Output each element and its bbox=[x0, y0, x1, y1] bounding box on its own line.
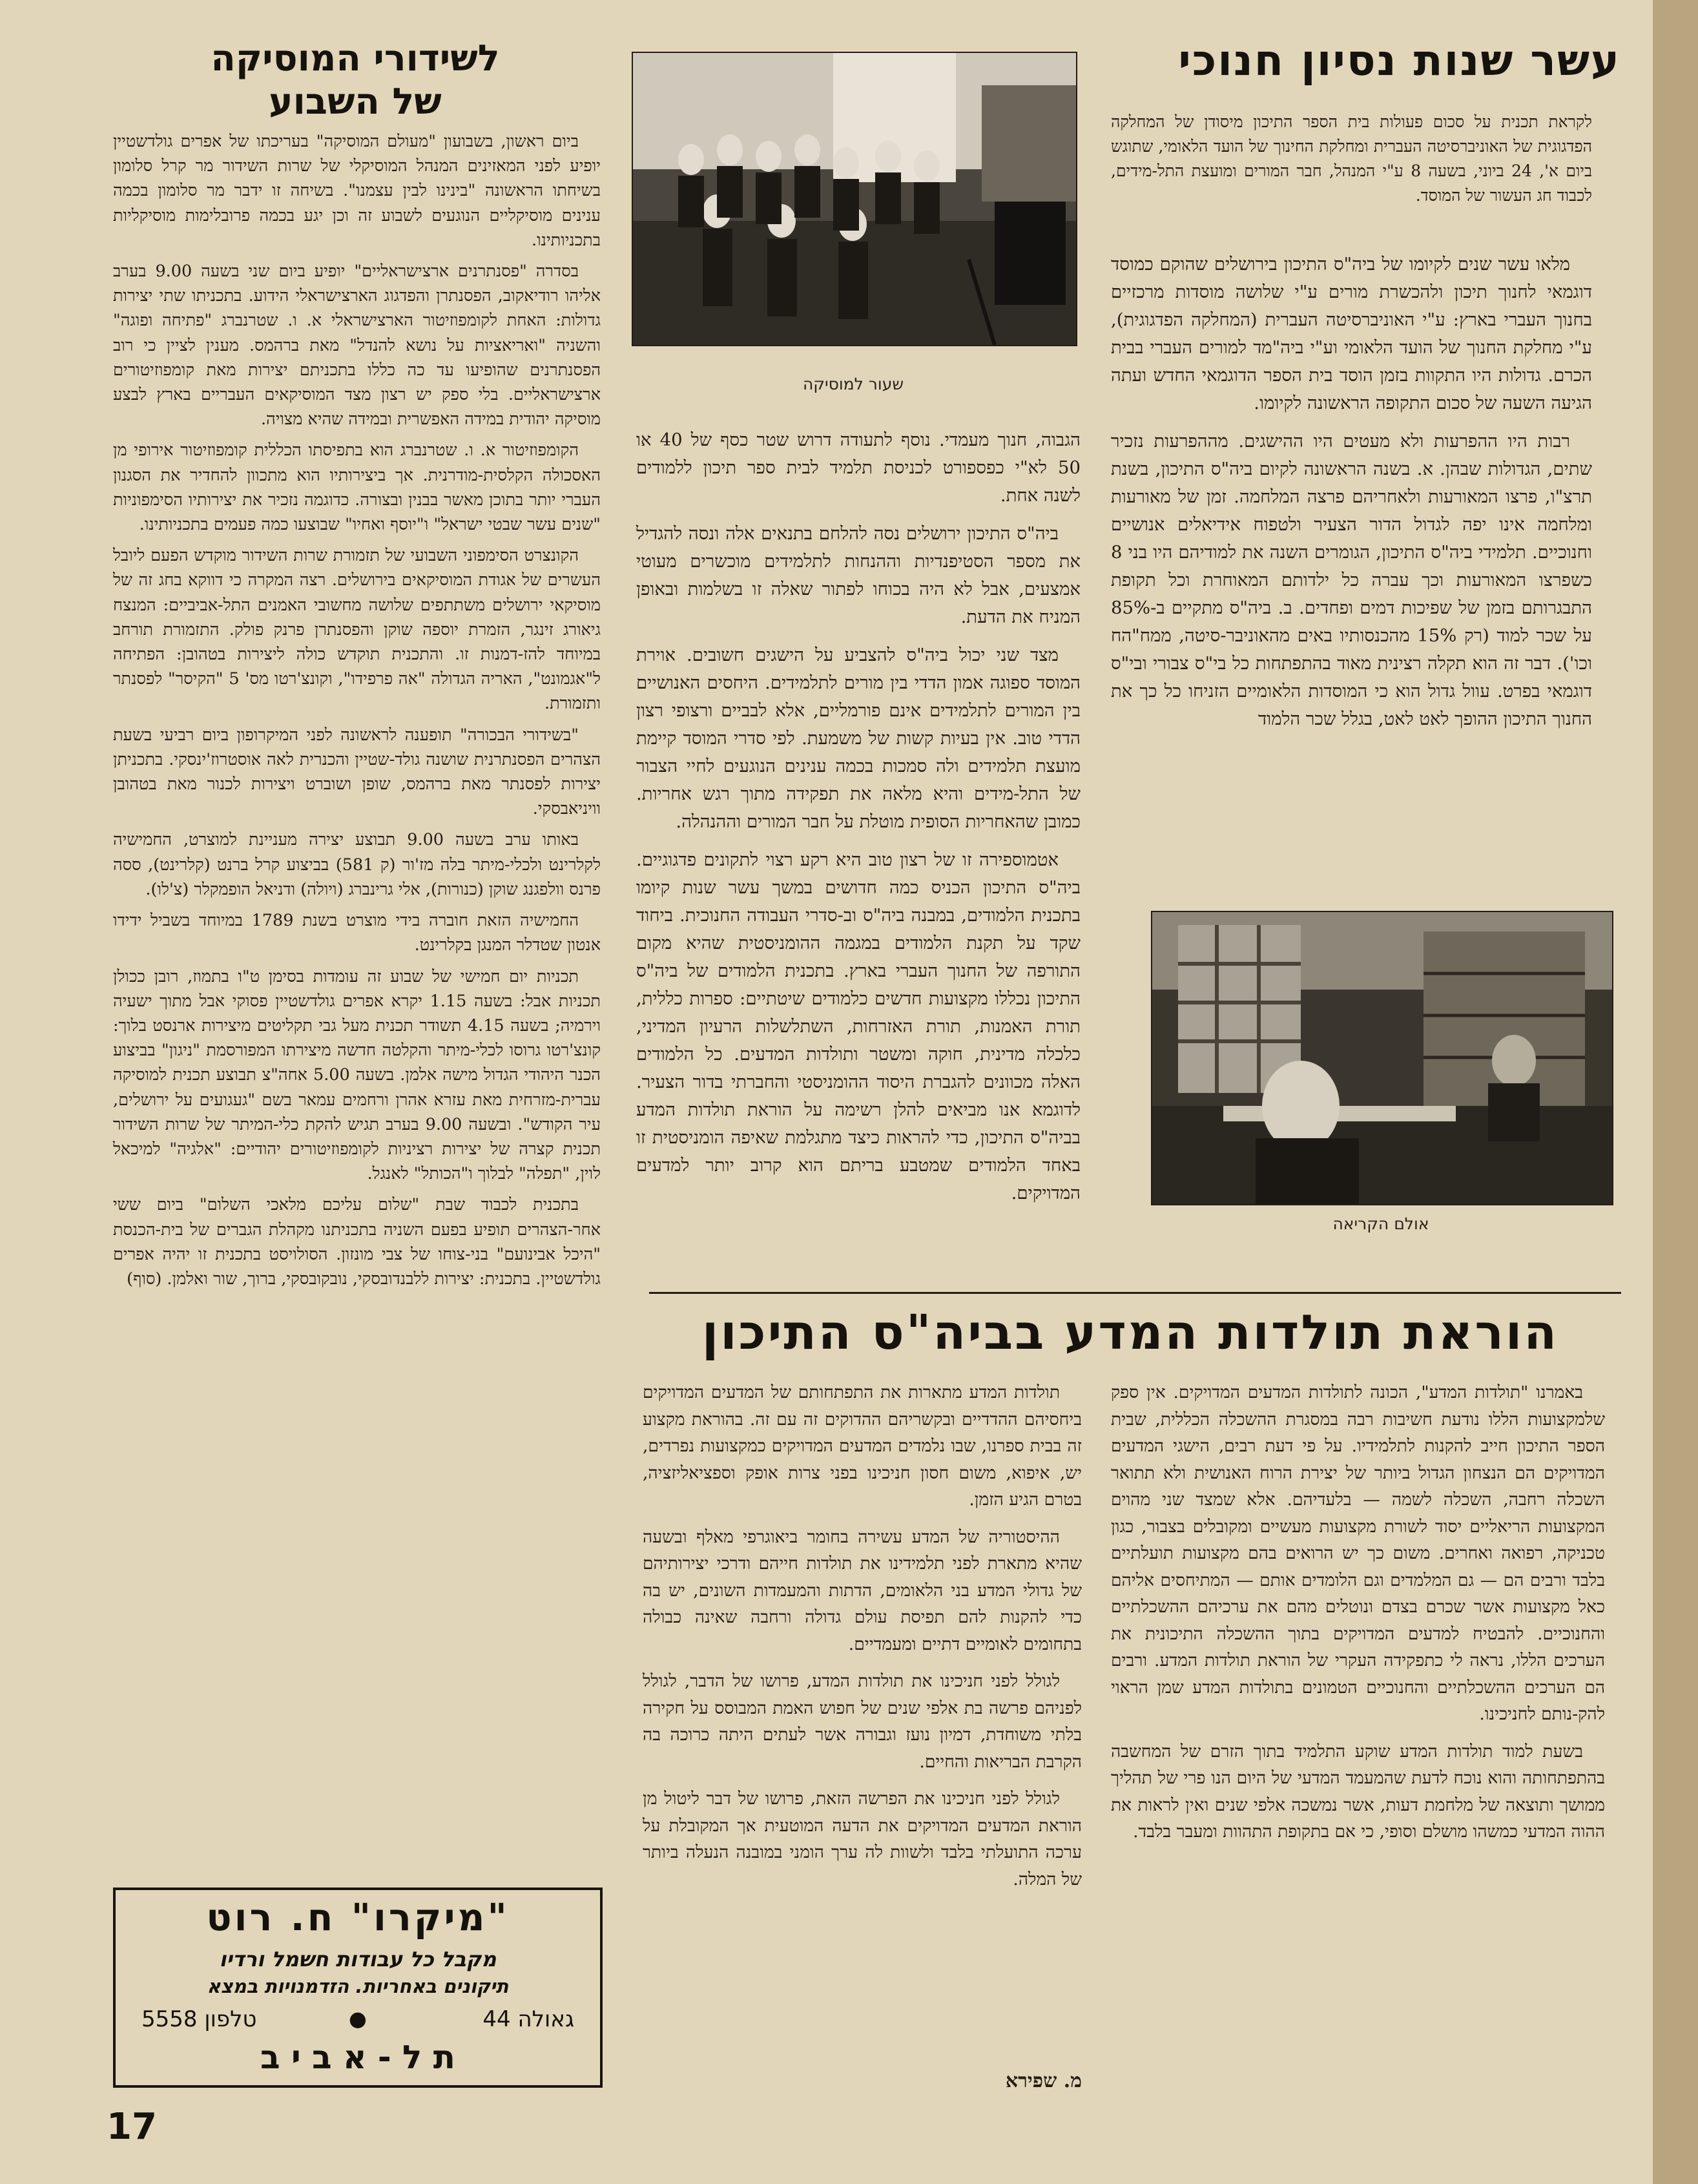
page-number: 17 bbox=[107, 2106, 157, 2148]
ad-city: ת ל - א ב י ב bbox=[260, 2039, 455, 2076]
school-paragraph: ביה"ס התיכון ירושלים נסה להלחם בתנאים אלה ונסה להגדיל את מספר הסטיפנדיות וההנחות לתלמידים מוכשרים מעוטי אמצעים, אבל לא היה בכוחו לפתור שאלה זו בשלמות ובאופן המניח את הדעת. bbox=[636, 523, 1081, 627]
science-paragraph: תולדות המדע מתארות את התפתחותם של המדעים המדויקים ביחסיהם ההדדיים ובקשריהם ההדוקים זה עם זה. בהוראת מקצוע זה בבית ספרנו, שבו נלמדים המדעים המדויקים כמקצועות נפרדים, יש, איפוא, משום חסון חניכינו בפני צרות אופק וספציאליזציה, בטרם הגיע הזמן. bbox=[643, 1382, 1082, 1510]
ad-repairs-line: תיקונים באחריות. הזדמנויות במצא bbox=[207, 1975, 509, 1997]
music-lesson-caption: שעור למוסיקה bbox=[802, 375, 904, 393]
school-article-col1 bbox=[1111, 251, 1592, 744]
science-paragraph: באמרנו "תולדות המדע", הכונה לתולדות המדעים המדויקים. אין ספק שלמקצועות הללו נודעת חשיבות רבה במסגרת ההשכלה הכללית, שבית הספר התיכון חייב להקנות לתלמידיו. על פי דעת רבים, הישגי המדעים המדויקים הם הנצחון הגדול ביותר של יצירת הרוח האנושית ולא תתואר השכלה רחבה, השכלה לשמה — בלעדיהם. אלא שמצד שני מהוים המקצועות הריאליים יסוד לשורת מקצועות מעשיים ומקובלים בצבור, כגון טכניקה, רפואה ואחרים. משום כך יש הרואים בהם מקצועות תועלתיים בלבד ורבים הם — גם המלמדים וגם הלומדים אותם — המתיחסים אליהם כאל מקצועות אשר שכרם בצדם ונוטלים מהם את ערכיהם ההשכלתיים והחנוכיים. להבטיח למדעים המדויקים בתוך ההשכלה התיכונית את הערכים הללו, נראה לי כתפקידה העקרי של הוראת תולדות המדע. ורבים הם הערכים ההשכלתיים והחנוכיים הטמונים בתולדות המדע שמן הראוי להק-נותם לחניכינו. bbox=[1111, 1382, 1605, 1724]
intro-text: לקראת תכנית על סכום פעולות בית הספר התיכון מיסודן של המחלקה הפדגוגית של האוניברסיטה העברית ומחלקת החינוך של הועד הלאומי, שתוגש ביום א', 24 ביוני, בשעה 8 ע"י המנהל, חבר המורים ומועצת התל-מידים, לכבוד חג העשור של המוסד. bbox=[1111, 112, 1592, 205]
radio-paragraph: "בשידורי הבכורה" תופענה לראשונה לפני המיקרופון ביום רביעי בשעת הצהרים הפסנתרנית שושנה גולד-שטיין והכנרית לאה אוסטרוז'ינסקי. בתכניתן יצירות לפסנתר מאת ברהמס, שופן ושוברט ויצירות לכנור מאת בטהובן וויניאבסקי. bbox=[113, 725, 601, 819]
science-article-left-col bbox=[643, 1379, 1082, 1903]
science-article-right-col bbox=[1111, 1379, 1605, 1856]
science-paragraph: בשעת למוד תולדות המדע שוקע התלמיד בתוך הזרם של המחשבה בהתפתחותה והוא נוכח לדעת שהמעמד המדעי של היום הנו פרי של תהליך ממושך ותוצאה של מלחמת דעות, אשר נמשכה אלפי שנים ואין לראות את ההוה המדעי כמשהו מושלם וסופי, כי אם בתקופת התהוות ומעבר בלבד. bbox=[1111, 1741, 1605, 1842]
school-paragraph: הגבוה, חנוך מעמדי. נוסף לתעודה דרוש שטר כסף של 40 או 50 לא"י כפספורט לכניסת תלמיד לבית ספר תיכון ללמודים לשנה אחת. bbox=[636, 430, 1081, 506]
radio-article-title-line2: של השבוע bbox=[269, 81, 442, 123]
reading-hall-photo bbox=[1151, 911, 1613, 1205]
reading-hall-image bbox=[1152, 912, 1612, 1204]
ad-phone: טלפון 5558 bbox=[141, 2006, 257, 2032]
school-paragraph: מצד שני יכול ביה"ס להצביע על הישגים חשובים. אוירת המוסד ספוגה אמון הדדי בין מורים לתלמידים. היחסים האנושיים בין המורים לתלמידים אינם פורמליים, אלא לבביים ורצופי רצון הדדי טוב. אין בעיות קשות של משמעת. לפי סדרי המוסד קיימת מועצת תלמידים ולה סמכות בכמה ענינים הנוגעים לחיי הצבור של התל-מידים והיא מלאה את תפקידה מתוך רגש אחריות. כמובן שהאחריות הסופית מוטלת על חבר המורים וההנהלה. bbox=[636, 645, 1081, 832]
science-author: מ. שפירא bbox=[1005, 2070, 1082, 2092]
ad-address: גאולה 44 bbox=[482, 2006, 574, 2032]
science-paragraph: לגולל לפני חניכינו את תולדות המדע, פרושו של הדבר, לגולל לפניהם פרשה בת אלפי שנים של חפוש האמת המבוסס על חקירה בלתי משוחדת, דמיון נועז וגבורה אשר לעתים היתה כרוכה בה הקרבת הבריאות והחיים. bbox=[643, 1671, 1082, 1772]
page-edge bbox=[1653, 0, 1698, 2184]
ad-bullet-icon: ● bbox=[349, 2006, 367, 2031]
school-article-title: עשר שנות נסיון חנוכי bbox=[1178, 36, 1620, 85]
science-paragraph: ההיסטוריה של המדע עשירה בחומר ביאוגרפי מאלף ובשעה שהיא מתארת לפני תלמידינו את תולדות חייהם ודרכי יצירותיהם של גדולי המדע בני הלאומים, הדתות והמעמדות השונים, יש בה כדי להקנות להם תפיסת עולם גדולה ורחבה שאינה כבולה בתחומים לאומיים דתיים ומעמדיים. bbox=[643, 1526, 1082, 1654]
music-lesson-image bbox=[633, 53, 1076, 345]
ad-services-line: מקבל כל עבודות חשמל ורדיו bbox=[219, 1947, 497, 1971]
science-paragraph: לגולל לפני חניכינו את הפרשה הזאת, פרושו של דבר ליטול מן הוראת המדעים המדויקים את הדעה המוטעית אך המקובלת על ערכה התועלתי בלבד ולשוות לה ערך הומני במובנה הנעלה ביותר של המלה. bbox=[643, 1789, 1082, 1889]
music-lesson-photo bbox=[632, 52, 1077, 346]
radio-article-title-line1: לשידורי המוסיקה bbox=[211, 37, 500, 79]
radio-article-body bbox=[113, 129, 601, 1298]
radio-paragraph: באותו ערב בשעה 9.00 תבוצע יצירה מעניינת למוצרט, החמישיה לקלרינט ולכלי-מיתר בלה מז'ור (ק 581) בביצוע קרל ברנט (קלרינט), ססה פרנס וולפגנג שוקן (כנורות), אלי גרינברג (ויולה) ודניאל הופמקלר (צ'לו). bbox=[113, 830, 601, 899]
radio-paragraph: תכניות יום חמישי של שבוע זה עומדות בסימן ט"ו בתמוז, רובן ככולן תכניות אבל: בשעה 1.15 יקרא אפרים גולדשטיין פסוקי אבל מתוך ישעיה וירמיה; בשעה 4.15 תשודר תכנית מעל גבי תקליטים מיצירות ארנסט בלוך: קונצ'רטו גרוסו לכלי-מיתר והקלטה חדשה מיצירתו המפורסמת "ניגון" בביצוע הכנר היהודי הגדול מישה אלמן. בשעה 5.00 אחה"צ תבוצע תכנית למוסיקה עברית-מזרחית מאת עזרא אהרן ורחמים עמאר בשם "געגועים על ירושלים, עיר הקודש". ובשעה 9.00 בערב תגיש להקת כלי-המיתר של שרות השידור תכנית קצרה של יצירות רציניות לקומפוזיטורים יהודיים: "אלגיה" למיכאל לוין, "תפלה" לבלוך ו"הכותל" לאנגל. bbox=[113, 966, 601, 1184]
radio-paragraph: החמישיה הזאת חוברה בידי מוצרט בשנת 1789 במיוחד בשביל ידידו אנטון שטדלר המנגן בקלרינט. bbox=[113, 911, 601, 955]
radio-paragraph: הקונצרט הסימפוני השבועי של תזמורת שרות השידור מוקדש הפעם ליובל העשרים של אגודת המוסיקאים בירושלים. רצה המקרה כי דווקא בחג זה של מוסיקאי ירושלים משתתפים שלושה מחשובי האמנים התל-אביביים: המנצח גיאורג זינגר, הזמרת יוספה שוקן והפסנתרן פרנק פולק. התזמורת תורחב במיוחד להז-דמנות זו. והתכנית תוקדש כולה ליצירות בטהובן: הפתיחה ל"אגמונט", האריה הגדולה "אה פרפידו", וקונצ'רטו מס' 5 "הקיסר" לפסנתר ותזמורת. bbox=[113, 546, 601, 714]
school-paragraph: אטמוספירה זו של רצון טוב היא רקע רצוי לתקונים פדגוגיים. ביה"ס התיכון הכניס כמה חדושים במשך עשר שנות קיומו בתכנית הלמודים, במבנה ביה"ס וב-סדרי העבודה החנוכית. ביחוד שקד על תקנת הלמודים במגמה ההומניסטית שהיא מקום התורפה של החנוך העברי בארץ. בתכנית הלמודים של ביה"ס התיכון נכללו מקצועות חדשים כלמודים שיטתיים: ספרות כללית, תורת האמנות, תורת האזרחות, השתלשלות הרעיון המדיני, כלכלה מדינית, חוקה ומשטר ותולדות המדעים. כל הלמודים האלה מכוונים להגברת היסוד ההומניסטי והחברתי בדור הצעיר. לדוגמא אנו מביאים להלן רשימה על הוראת תולדות המדע בביה"ס התיכון, כדי להראות כיצד מתגלמת שאיפה הומניסטית זו באחד הלמודים שמטבע בריתם הוא קרוב יותר למדעים המדויקים. bbox=[636, 849, 1081, 1203]
radio-paragraph: ביום ראשון, בשבועון "מעולם המוסיקה" בעריכתו של אפרים גולדשטיין יופיע לפני המאזינים המנהל המוסיקלי של שרות השידור מר קרל סלומון בשיחתו הראשונה "בינינו לבין עצמנו". בשיחה זו ידבר מר סלומון בכמה ענינים מוסיקליים הנוגעים לשבוע זה וכן יגע בכמה פרובלימות מוסיקליות בתכניותינו. bbox=[113, 132, 601, 250]
radio-paragraph: הקומפוזיטור א. ו. שטרנברג הוא בתפיסתו הכללית קומפוזיטור אירופי מן האסכולה הקלסית-מודרנית. אך ביצירותיו הוא מתכוון להחדיר את הסגנון העברי יותר בתוכן מאשר בבנין ובצורה. כדוגמה נזכיר את יצירותיו הסימפוניות "שנים עשר שבטי ישראל" ו"יוסף ואחיו" שבוצעו כמה פעמים בתכניותינו. bbox=[113, 441, 601, 535]
school-article-intro bbox=[1111, 110, 1592, 218]
ad-business-name: "מיקרו" ח. רוט bbox=[206, 1895, 510, 1939]
reading-hall-caption: אולם הקריאה bbox=[1332, 1214, 1429, 1233]
radio-paragraph: בסדרה "פסנתרנים ארצישראליים" יופיע ביום שני בשעה 9.00 בערב אליהו רודיאקוב, הפסנתרן והפדגוג הארצישראלי הידוע. בתכניתו שתי יצירות גדולות: האחת לקומפוזיטור הארצישראלי א. ו. שטרנברג "פתיחה ופוגה" והשניה "ואריאציות על נושא להנדל" מאת ברהמס. מענין לציין כי רוב הפסנתרנים שהופיעו עד כה כללו בתכניתם יצירות מאת קומפוזיטורים ארצישראליים. בלי ספק יש רצון מצד המוסיקאים העבריים בארץ לבצע מוסיקה יהודית במידה האפשרית ובמידה שהיא מצויה. bbox=[113, 262, 601, 430]
school-article-col2 bbox=[636, 426, 1081, 1218]
school-paragraph: רבות היו ההפרעות ולא מעטים היו ההישגים. מההפרעות נזכיר שתים, הגדולות שבהן. א. בשנה הראשונה לקיום ביה"ס התיכון, בשנת תרצ"ו, פרצו המאורעות ולאחריהם פרצה המלחמה. זמן של מאורעות ומלחמה אינו יפה לגדול הדור הצעיר ולטפוח אידיאלים אנושיים וחנוכיים. תלמידי ביה"ס התיכון, הגומרים השנה את למודיהם היו בני 8 כשפרצו המאורעות וכך עברה כל ילדותם המאוחרת וכל תקופת התבגרותם בזמן של שפיכות דמים ופחדים. ב. ביה"ס מתקיים ב-85% על שכר למוד (רק 15% מהכנסותיו באים מהאוניבר-סיטה, ממח"הח וכו'). דבר זה הוא תקלה רצינית מאוד בהתפתחות כל בי"ס צבורי ובי"ס דוגמאי בפרט. עוול גדול הוא כי המוסדות הלאומיים הזניחו כל כך את החנוך התיכון ההופך לאט לאט, בגלל שכר הלמוד bbox=[1111, 431, 1592, 729]
school-paragraph: מלאו עשר שנים לקיומו של ביה"ס התיכון בירושלים שהוקם כמוסד דוגמאי לחנוך תיכון ולהכשרת מורים ע"י שלושה מוסדות מרכזיים בחנוך העברי בארץ: ע"י האוניברסיטה העברית (המחלקה הפדגוגית), ע"י מחלקת החנוך של הועד הלאומי וע"י ביה"מד למורים העברי בבית הכרם. גדולות היו התקוות בזמן הוסד בית הספר הדוגמאי החדש ועתה הגיעה השעה של סכום התקופה הראשונה לקיומו. bbox=[1111, 254, 1592, 413]
section-divider bbox=[649, 1292, 1621, 1294]
radio-paragraph: בתכנית לכבוד שבת "שלום עליכם מלאכי השלום" ביום ששי אחר-הצהרים תופיע בפעם השניה בתכניתנו מקהלת הגברים של בית-הכנסת "היכל אבינועם" בני-צוחו של צבי מונזון. הסולויסט בתכנית זו יהיה אפרים גולדשטיין. בתכנית: יצירות ללבנדובסקי, נובקובסקי, ברוך, שור ואלמן. (סוף) bbox=[113, 1195, 601, 1289]
science-article-title: הוראת תולדות המדע בביה"ס התיכון bbox=[701, 1305, 1559, 1360]
advertisement-box bbox=[113, 1888, 603, 2088]
